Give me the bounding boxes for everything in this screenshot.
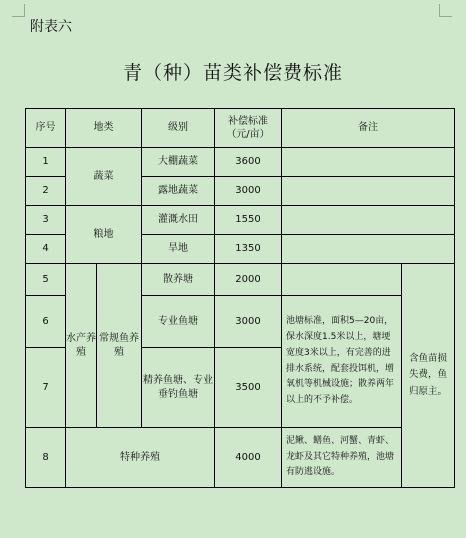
remark-fish-included: 含鱼苗损失费，鱼归原主。 (402, 264, 455, 488)
row-seq: 7 (26, 348, 66, 428)
row-remarks-empty (282, 206, 455, 235)
row-value: 3000 (215, 177, 282, 206)
header-standard-line1: 补偿标准 (228, 115, 268, 127)
group-aquaculture: 水产养殖 (66, 264, 97, 428)
corner-crop-mark-right (439, 4, 452, 17)
row-level: 大棚蔬菜 (142, 148, 215, 177)
row-value: 1550 (215, 206, 282, 235)
table-row (26, 264, 455, 296)
row-value: 4000 (215, 428, 282, 488)
group-grain: 粮地 (66, 206, 142, 264)
table-header-row (26, 109, 455, 148)
row-seq: 3 (26, 206, 66, 235)
row-seq: 5 (26, 264, 66, 296)
row-level: 专业鱼塘 (142, 296, 215, 348)
group-special: 特种养殖 (66, 428, 215, 488)
header-land-type: 地类 (66, 109, 142, 148)
row-remarks-empty (282, 148, 455, 177)
header-remarks: 备注 (282, 109, 455, 148)
row-value: 3600 (215, 148, 282, 177)
row-seq: 1 (26, 148, 66, 177)
remark-special-breeding: 泥鳅、鳝鱼、河蟹、青虾、龙虾及其它特种养殖，池塘有防逃设施。 (282, 428, 402, 488)
compensation-table (25, 108, 455, 488)
header-level: 级别 (142, 109, 215, 148)
row-seq: 2 (26, 177, 66, 206)
row-value: 3000 (215, 296, 282, 348)
row-level: 旱地 (142, 235, 215, 264)
row-value: 1350 (215, 235, 282, 264)
row-level: 灌溉水田 (142, 206, 215, 235)
row-seq: 6 (26, 296, 66, 348)
header-seq: 序号 (26, 109, 66, 148)
row-remarks-empty (282, 264, 402, 296)
annex-label: 附表六 (30, 19, 72, 35)
header-standard (215, 109, 282, 148)
group-common-fish: 常规鱼养殖 (97, 264, 142, 428)
row-level: 散养塘 (142, 264, 215, 296)
row-seq: 8 (26, 428, 66, 488)
header-standard-line2: （元/亩） (226, 129, 270, 140)
page-title: 青（种）苗类补偿费标准 (122, 62, 343, 84)
row-level: 露地蔬菜 (142, 177, 215, 206)
row-seq: 4 (26, 235, 66, 264)
row-level: 精养鱼塘、专业垂钓鱼塘 (142, 348, 215, 428)
row-value: 3500 (215, 348, 282, 428)
row-value: 2000 (215, 264, 282, 296)
row-remarks-empty (282, 235, 455, 264)
table-row (26, 428, 455, 488)
table-row (26, 148, 455, 177)
group-vegetable: 蔬菜 (66, 148, 142, 206)
row-remarks-empty (282, 177, 455, 206)
remark-fishpond-standard: 池塘标准，面积5—20亩，保水深度1.5米以上，塘埂宽度3米以上，有完善的进排水系统，配套投饵机，增氧机等机械设施；散养两年以上的不予补偿。 (282, 296, 402, 428)
corner-crop-mark-left (12, 4, 25, 17)
table-row (26, 206, 455, 235)
